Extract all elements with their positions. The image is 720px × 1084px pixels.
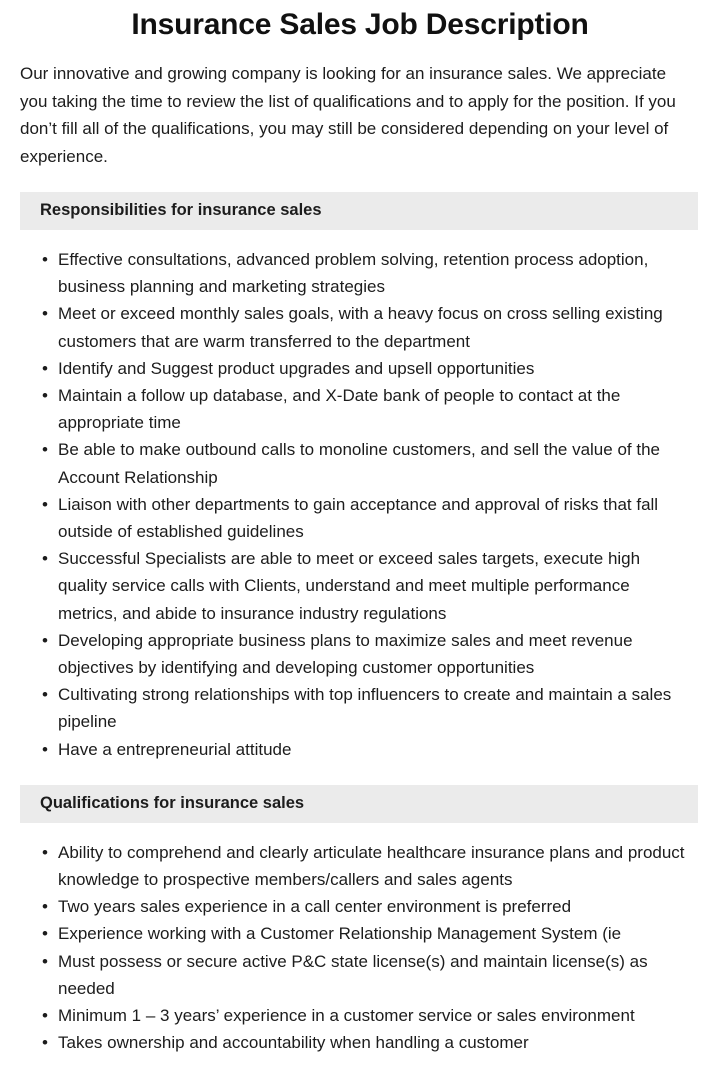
list-item [0, 839, 720, 893]
bullet-icon: • [42, 358, 48, 378]
list-item [0, 436, 720, 490]
bullet-icon: • [42, 549, 48, 569]
list-item [0, 893, 720, 920]
list-item-text: Liaison with other departments to gain acceptance and approval of risks that fall outside of established guidelines [58, 494, 659, 542]
bullet-icon: • [42, 250, 48, 269]
qualifications-list [0, 839, 720, 1057]
list-item-text: Maintain a follow up database, and X-Date bank of people to contact at the appropriate time [58, 386, 621, 433]
list-item [0, 1029, 720, 1056]
list-item-text: Minimum 1 – 3 years’ experience in a customer service or sales environment [58, 1006, 635, 1026]
spacer [0, 823, 720, 839]
list-item [0, 355, 720, 382]
bullet-icon: • [42, 685, 48, 705]
list-item [0, 382, 720, 436]
bullet-icon: • [42, 739, 48, 759]
list-item-text: Two years sales experience in a call center environment is preferred [58, 897, 572, 917]
list-item-text: Be able to make outbound calls to monoline customers, and sell the value of the Account Relationship [58, 440, 660, 487]
list-item-text: Successful Specialists are able to meet or exceed sales targets, execute high quality service calls with Clients, understand and meet multiple performance metrics, and abide to insurance industry regulations [58, 549, 641, 623]
bullet-icon: • [42, 897, 48, 917]
qualifications-heading: Qualifications for insurance sales [40, 793, 305, 812]
list-item-text: Meet or exceed monthly sales goals, with a heavy focus on cross selling existing customers that are warm transferred to the department [58, 304, 663, 351]
list-item [0, 246, 720, 300]
list-item-text: Developing appropriate business plans to maximize sales and meet revenue objectives by identifying and developing customer opportunities [58, 630, 633, 678]
list-item [0, 736, 720, 763]
qualifications-section [0, 785, 720, 1057]
page-title: Insurance Sales Job Description [131, 8, 589, 41]
bullet-icon: • [42, 630, 48, 650]
intro-paragraph: Our innovative and growing company is looking for an insurance sales. We appreciate you taking the time to review the list of qualifications and to apply for the position. If you don’t fill all of the qualifications, you may still be considered depending on your level of experience. [20, 64, 676, 166]
list-item [0, 545, 720, 627]
bullet-icon: • [42, 304, 48, 324]
bullet-icon: • [42, 494, 48, 514]
bullet-icon: • [42, 951, 48, 971]
bullet-icon: • [42, 924, 48, 944]
list-item [0, 920, 720, 947]
list-item-text: Ability to comprehend and clearly articulate healthcare insurance plans and product knowledge to prospective members/callers and sales agents [58, 842, 685, 890]
bullet-icon: • [42, 440, 48, 460]
qualifications-section-header [20, 785, 698, 823]
bullet-icon: • [42, 842, 48, 862]
list-item-text: Must possess or secure active P&C state license(s) and maintain license(s) as needed [58, 951, 648, 998]
list-item-text: Cultivating strong relationships with top influencers to create and maintain a sales pipeline [58, 685, 672, 732]
list-item-text: Identify and Suggest product upgrades and upsell opportunities [58, 358, 535, 378]
list-item [0, 681, 720, 735]
list-item-text: Effective consultations, advanced problem solving, retention process adoption, business planning and marketing strategies [58, 250, 649, 297]
responsibilities-heading: Responsibilities for insurance sales [40, 201, 322, 219]
bullet-icon: • [42, 386, 48, 406]
list-item [0, 300, 720, 354]
spacer [0, 230, 720, 246]
list-item [0, 1002, 720, 1029]
list-item [0, 948, 720, 1002]
list-item-text: Takes ownership and accountability when handling a customer [58, 1033, 529, 1053]
bullet-icon: • [42, 1033, 48, 1053]
list-item [0, 627, 720, 681]
responsibilities-list [0, 246, 720, 763]
list-item-text: Experience working with a Customer Relationship Management System (ie [58, 924, 622, 944]
responsibilities-section [0, 192, 720, 763]
bullet-icon: • [42, 1006, 48, 1026]
list-item [0, 491, 720, 545]
responsibilities-section-header [20, 192, 698, 230]
list-item-text: Have a entrepreneurial attitude [58, 739, 292, 759]
